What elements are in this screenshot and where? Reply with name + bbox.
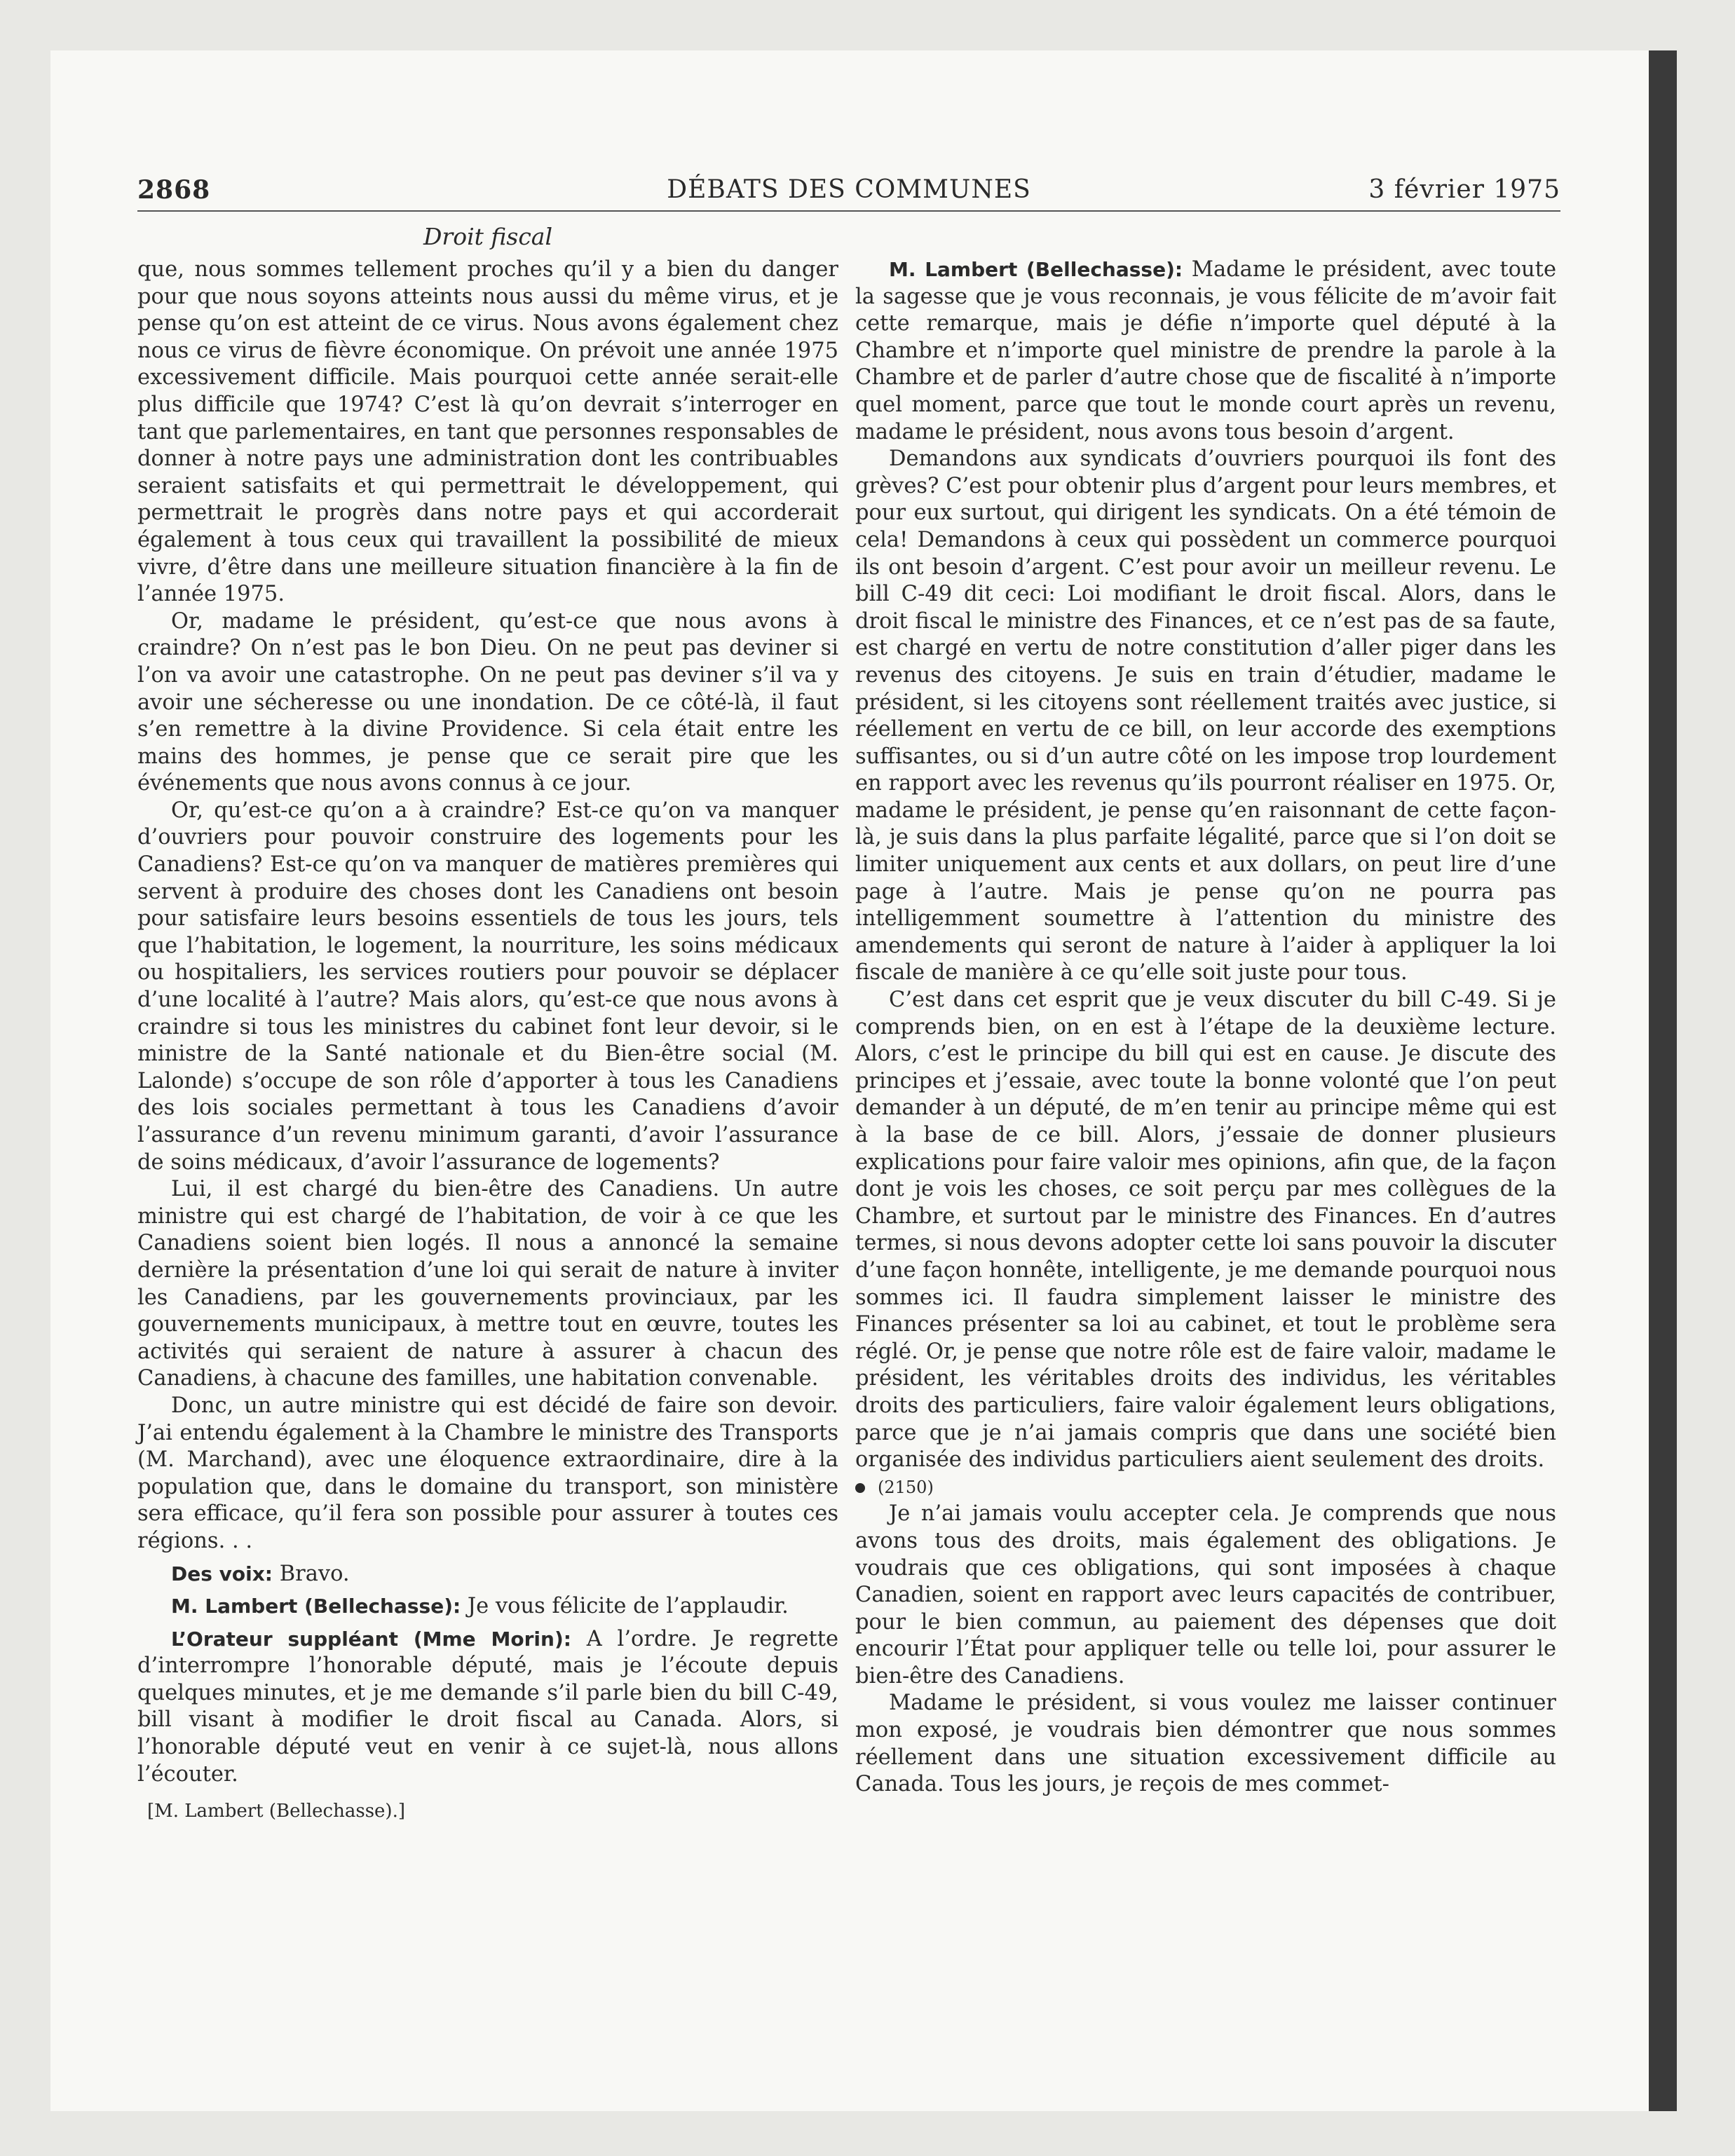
paragraph: que, nous sommes tellement proches qu’il y a bien du danger pour que nous soyons atteints nous aussi du même virus, et je pense qu’on est atteint de ce virus. Nous avons également chez nous ce virus de fièvre économique. On prévoit une année 1975 excessivement difficile. Mais pourquoi cette année serait-elle plus difficile que 1974? C’est là qu’on devrait s’interroger en tant que parlementaires, en tant que personnes responsables de donner à notre pays une administration dont les contribuables seraient satisfaits et qui permettrait le développement, qui permettrait le progrès dans notre pays et qui accorderait également à tous ceux qui travaillent la possibilité de mieux vivre, d’être dans une meilleure situation financière à la fin de l’année 1975.	[137, 257, 838, 607]
right-column	[855, 257, 1556, 1799]
speaker-name: Des voix:	[171, 1562, 273, 1585]
paragraph: Madame le président, si vous voulez me laisser continuer mon exposé, je voudrais bien démontrer que nous sommes réellement dans une situation excessivement difficile au Canada. Tous les jours, je reçois de mes commet-	[855, 1691, 1556, 1797]
speech	[137, 1561, 838, 1588]
speaker-name: M. Lambert (Bellechasse):	[171, 1595, 461, 1618]
paragraph: C’est dans cet esprit que je veux discuter du bill C-49. Si je comprends bien, on en est à l’étape de la deuxième lecture. Alors, c’est le principe du bill qui est en cause. Je discute des principes et j’essaie, avec toute la bonne volonté que l’on peut demander à un député, de m’en tenir au principe même qui est à la base de ce bill. Alors, j’essaie de donner plusieurs explications pour faire valoir mes opinions, afin que, de la façon dont je vois les choses, ce soit perçu par mes collègues de la Chambre, et surtout par le ministre des Finances. En d’autres termes, si nous devons adopter cette loi sans pouvoir la discuter d’une façon honnête, intelligente, je me demande pourquoi nous sommes ici. Il faudra simplement laisser le ministre des Finances présenter sa loi au cabinet, et tout le problème sera réglé. Or, je pense que notre rôle est de faire valoir, madame le président, les véritables droits des individus, les véritables droits des particuliers, faire valoir également leurs obligations, parce que je n’ai jamais compris que dans une société bien organisée des individus particuliers aient seulement des droits.	[855, 988, 1556, 1473]
left-column	[137, 257, 838, 1825]
speech-text: A l’ordre. Je regrette d’interrompre l’honorable député, mais je l’écoute depuis quelques minutes, et je me demande s’il parle bien du bill C-49, bill visant à modifier le droit fiscal au Canada. Alors, si l’honorable député veut en venir à ce sujet-là, nous allons l’écouter.	[137, 1626, 839, 1787]
section-subtitle: Droit fiscal	[423, 223, 553, 250]
paragraph: Demandons aux syndicats d’ouvriers pourquoi ils font des grèves? C’est pour obtenir plus d’argent pour leurs membres, et pour eux surtout, qui dirigent les syndicats. On a été témoin de cela! Demandons à ceux qui possèdent un commerce pourquoi ils ont besoin d’argent. C’est pour avoir un meilleur revenu. Le bill C-49 dit ceci: Loi modifiant le droit fiscal. Alors, dans le droit fiscal le ministre des Finances, et ce n’est pas de sa faute, est chargé en vertu de notre constitution d’aller piger dans les revenus des citoyens. Je suis en train d’étudier, madame le président, si les citoyens sont réellement traités avec justice, si réellement en vertu de ce bill, on leur accorde des exemptions suffisantes, ou si d’un autre côté on les impose trop lourdement en rapport avec les revenus qu’ils pourront réaliser en 1975. Or, madame le président, je pense qu’en raisonnant de cette façon-là, je suis dans la plus parfaite légalité, parce que si l’on doit se limiter uniquement aux cents et aux dollars, on peut lire d’une page à l’autre. Mais je pense qu’on ne pourra pas intelligemment soumettre à l’attention du ministre des amendements qui seront de nature à l’aider à appliquer la loi fiscale de manière à ce qu’elle soit juste pour tous.	[855, 446, 1556, 985]
paragraph: Or, madame le président, qu’est-ce que nous avons à craindre? On n’est pas le bon Dieu. On ne peut pas deviner si l’on va avoir une catastrophe. On ne peut pas deviner s’il va y avoir une sécheresse ou une inondation. De ce côté-là, il faut s’en remettre à la divine Providence. Si cela était entre les mains des hommes, je pense que ce serait pire que les événements que nous avons connus à ce jour.	[137, 608, 838, 796]
speech-text: Madame le président, avec toute la sagesse que je vous reconnais, je vous félicite de m’avoir fait cette remarque, mais je défie n’importe quel député à la Chambre et n’importe quel ministre de prendre la parole à la Chambre et de parler d’autre chose que de fiscalité à n’importe quel moment, parce que tout le monde court après un revenu, madame le président, nous avons tous besoin d’argent.	[855, 257, 1556, 444]
paragraph: Donc, un autre ministre qui est décidé de faire son devoir. J’ai entendu également à la Chambre le ministre des Transports (M. Marchand), avec une éloquence extraordinaire, dire à la population que, dans le domaine du transport, son ministère sera efficace, qu’il fera son possible pour assurer à toutes ces régions. . .	[137, 1393, 838, 1553]
paragraph: Or, qu’est-ce qu’on a à craindre? Est-ce qu’on va manquer d’ouvriers pour pouvoir construire des logements pour les Canadiens? Est-ce qu’on va manquer de matières premières qui servent à produire des choses dont les Canadiens ont besoin pour satisfaire leurs besoins essentiels de tous les jours, tels que l’habitation, le logement, la nourriture, les soins médicaux ou hospitaliers, les services routiers pour pouvoir se déplacer d’une localité à l’autre? Mais alors, qu’est-ce que nous avons à craindre si tous les ministres du cabinet font leur devoir, si le ministre de la Santé nationale et du Bien-être social (M. Lalonde) s’occupe de son rôle d’apporter à tous les Canadiens des lois sociales permettant à tous les Canadiens d’avoir l’assurance d’un revenu minimum garanti, d’avoir l’assurance de soins médicaux, d’avoir l’assurance de logements?	[137, 798, 838, 1175]
speaker-name: M. Lambert (Bellechasse):	[889, 258, 1183, 281]
paragraph: Lui, il est chargé du bien-être des Canadiens. Un autre ministre qui est chargé de l’habitation, de voir à ce que les Canadiens soient bien logés. Il nous a annoncé la semaine dernière la présentation d’une loi qui serait de nature à inviter les Canadiens, par les gouvernements provinciaux, par les gouvernements municipaux, à mettre tout en œuvre, toutes les activités qui seraient de nature à assurer à chacun des Canadiens, à chacune des familles, une habitation convenable.	[137, 1177, 838, 1391]
speech	[137, 1626, 838, 1789]
speaker-name: L’Orateur suppléant (Mme Morin):	[171, 1627, 571, 1651]
time-marker-text: (2150)	[878, 1477, 934, 1497]
publication-title: DÉBATS DES COMMUNES	[667, 175, 1031, 204]
speaker-footnote: [M. Lambert (Bellechasse).]	[147, 1801, 405, 1822]
binding-edge	[1649, 50, 1677, 2111]
speech-text: Bravo.	[273, 1561, 350, 1586]
page-header	[137, 175, 1560, 212]
speech	[137, 1593, 838, 1621]
paragraph: Je n’ai jamais voulu accepter cela. Je comprends que nous avons tous des droits, mais également des obligations. Je voudrais que ces obligations, qui sont imposées à chaque Canadien, soient en rapport avec leurs capacités de contribuer, pour le bien commun, au paiement des dépenses que doit encourir l’État pour appliquer telle ou telle loi, pour assurer le bien-être des Canadiens.	[855, 1501, 1556, 1688]
speech	[855, 257, 1556, 446]
page-date: 3 février 1975	[1368, 175, 1560, 204]
bullet-icon	[855, 1483, 865, 1493]
page-number: 2868	[137, 175, 211, 205]
time-marker	[855, 1474, 1556, 1501]
speech-text: Je vous félicite de l’applaudir.	[461, 1594, 789, 1619]
